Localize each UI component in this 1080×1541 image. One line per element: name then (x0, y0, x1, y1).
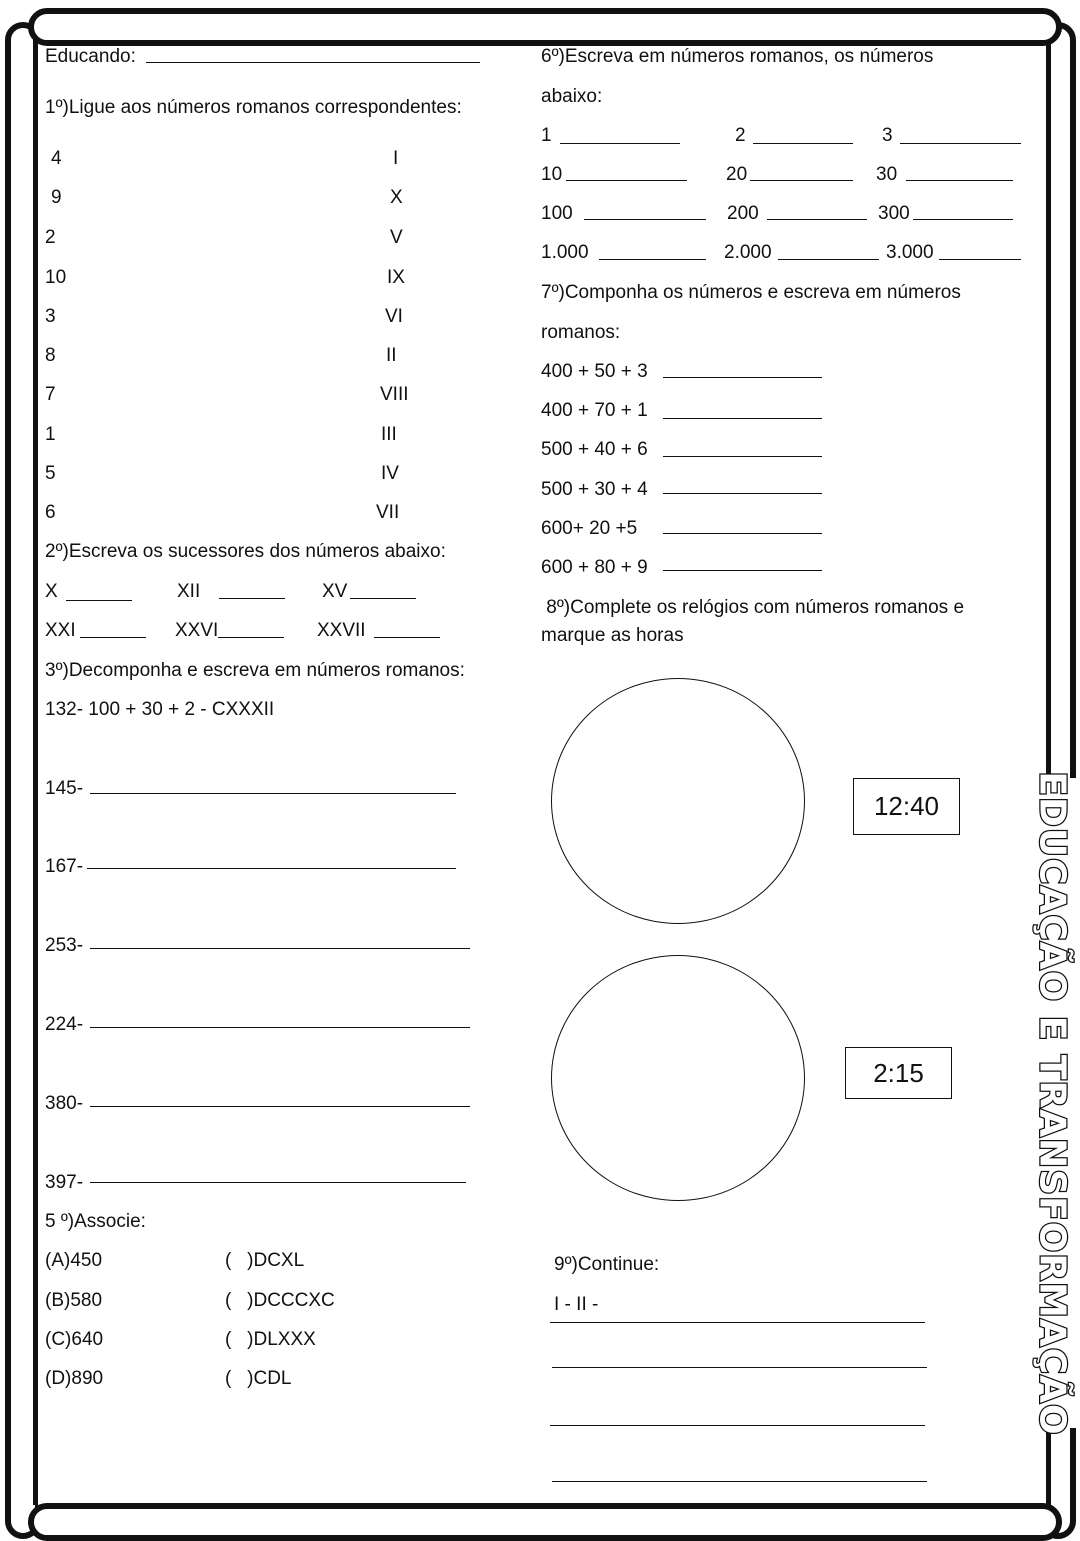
q6-answer-field[interactable] (599, 259, 706, 260)
q7-item: 600 + 80 + 9 (541, 557, 648, 578)
q3-example: 132- 100 + 30 + 2 - CXXXII (45, 699, 275, 720)
q1-number[interactable]: 2 (45, 227, 56, 248)
q9-answer-line[interactable] (550, 1425, 925, 1426)
q7-item: 400 + 70 + 1 (541, 400, 648, 421)
q1-roman[interactable]: IX (387, 267, 405, 288)
q6-item: 2.000 (724, 242, 772, 263)
q1-title: 1º)Ligue aos números romanos correspondentes: (45, 97, 462, 118)
q7-title-cont: romanos: (541, 322, 621, 343)
q5-right-item[interactable]: ( )DCCCXC (225, 1290, 335, 1311)
q6-answer-field[interactable] (750, 180, 853, 181)
q9-answer-line[interactable] (550, 1322, 925, 1323)
q3-answer-field[interactable] (90, 793, 456, 794)
q6-item: 100 (541, 203, 573, 224)
q6-item: 10 (541, 164, 563, 185)
q3-item: 145- (45, 778, 84, 799)
q1-number[interactable]: 7 (45, 384, 56, 405)
q6-item: 20 (726, 164, 748, 185)
q2-answer-field[interactable] (374, 637, 440, 638)
brand-text: EDUCAÇÃO E TRANSFORMAÇÃO (1031, 770, 1073, 1436)
q5-left-item: (B)580 (45, 1290, 103, 1311)
q9-start-sequence: I - II - (554, 1294, 599, 1315)
clock-face-2[interactable] (551, 955, 805, 1201)
q1-roman[interactable]: VII (376, 502, 400, 523)
q5-right-item[interactable]: ( )DLXXX (225, 1329, 316, 1350)
q3-answer-field[interactable] (90, 948, 470, 949)
q3-answer-field[interactable] (87, 868, 456, 869)
q6-item: 200 (727, 203, 759, 224)
q3-title: 3º)Decomponha e escreva em números romanos: (45, 660, 465, 681)
student-name-field[interactable] (146, 62, 480, 63)
q1-roman[interactable]: VI (385, 306, 403, 327)
q2-answer-field[interactable] (219, 598, 285, 599)
q1-number[interactable]: 3 (45, 306, 56, 327)
q3-item: 380- (45, 1093, 84, 1114)
q6-answer-field[interactable] (767, 219, 867, 220)
q3-item: 397- (45, 1172, 84, 1193)
q5-left-item: (D)890 (45, 1368, 104, 1389)
q1-number[interactable]: 5 (45, 463, 56, 484)
q6-item: 1.000 (541, 242, 589, 263)
q6-answer-field[interactable] (913, 219, 1013, 220)
q7-item: 500 + 40 + 6 (541, 439, 648, 460)
q6-answer-field[interactable] (560, 143, 680, 144)
q1-number[interactable]: 9 (51, 187, 62, 208)
time-label: 12:40 (873, 791, 940, 821)
q1-number[interactable]: 4 (51, 148, 62, 169)
q3-answer-field[interactable] (90, 1027, 470, 1028)
q7-answer-field[interactable] (663, 377, 822, 378)
q1-roman[interactable]: X (390, 187, 403, 208)
q6-answer-field[interactable] (778, 259, 879, 260)
q6-title: 6º)Escreva em números romanos, os números (541, 46, 934, 67)
q1-roman[interactable]: IV (381, 463, 399, 484)
q2-answer-field[interactable] (218, 637, 284, 638)
q6-item: 3 (882, 125, 893, 146)
q7-item: 400 + 50 + 3 (541, 361, 648, 382)
q7-title: 7º)Componha os números e escreva em números (541, 282, 961, 303)
q1-number[interactable]: 8 (45, 345, 56, 366)
q7-answer-field[interactable] (663, 533, 822, 534)
q9-answer-line[interactable] (552, 1367, 927, 1368)
q5-left-item: (A)450 (45, 1250, 103, 1271)
q1-roman[interactable]: II (386, 345, 397, 366)
q7-item: 600+ 20 +5 (541, 518, 638, 539)
q1-roman[interactable]: III (381, 424, 397, 445)
q3-item: 253- (45, 935, 84, 956)
frame-top-roll (28, 8, 1062, 46)
q1-roman[interactable]: V (390, 227, 403, 248)
q8-title: 8º)Complete os relógios com números romanos e (541, 597, 965, 618)
time-label: 2:15 (873, 1057, 924, 1088)
q5-right-item[interactable]: ( )CDL (225, 1368, 292, 1389)
q6-item: 300 (878, 203, 910, 224)
q6-title-cont: abaixo: (541, 86, 603, 107)
time-box-1 (853, 778, 960, 835)
q6-item: 1 (541, 125, 552, 146)
q2-answer-field[interactable] (80, 637, 146, 638)
q1-number[interactable]: 6 (45, 502, 56, 523)
q3-item: 167- (45, 856, 84, 877)
q2-item: XXVII (317, 620, 366, 641)
q3-answer-field[interactable] (90, 1182, 466, 1183)
q7-item: 500 + 30 + 4 (541, 479, 648, 500)
q3-answer-field[interactable] (90, 1106, 470, 1107)
q9-answer-line[interactable] (552, 1481, 927, 1482)
q7-answer-field[interactable] (663, 456, 822, 457)
brand-vertical-banner (1028, 770, 1076, 1436)
q8-title-cont: marque as horas (541, 625, 684, 646)
q2-item: XII (177, 581, 201, 602)
q1-roman[interactable]: I (393, 148, 399, 169)
q3-item: 224- (45, 1014, 84, 1035)
time-box-2 (845, 1047, 952, 1099)
q6-answer-field[interactable] (939, 259, 1021, 260)
frame-bottom-roll (28, 1503, 1062, 1541)
q6-answer-field[interactable] (584, 219, 706, 220)
q6-answer-field[interactable] (753, 143, 853, 144)
q2-answer-field[interactable] (350, 598, 416, 599)
q6-answer-field[interactable] (566, 180, 687, 181)
q2-item: XXVI (175, 620, 219, 641)
q5-left-item: (C)640 (45, 1329, 104, 1350)
q5-right-item[interactable]: ( )DCXL (225, 1250, 305, 1271)
student-name-label: Educando: (45, 46, 136, 67)
q7-answer-field[interactable] (663, 418, 822, 419)
q7-answer-field[interactable] (663, 570, 822, 571)
q6-answer-field[interactable] (906, 180, 1013, 181)
q2-item: XXI (45, 620, 76, 641)
q6-item: 2 (735, 125, 746, 146)
q7-answer-field[interactable] (663, 493, 822, 494)
q6-item: 3.000 (886, 242, 934, 263)
q9-title: 9º)Continue: (554, 1254, 660, 1275)
q2-item: X (45, 581, 58, 602)
q6-item: 30 (876, 164, 898, 185)
q1-roman[interactable]: VIII (380, 384, 409, 405)
q2-answer-field[interactable] (66, 600, 132, 601)
q2-item: XV (322, 581, 348, 602)
q1-number[interactable]: 10 (45, 267, 67, 288)
clock-face-1[interactable] (551, 678, 805, 924)
q2-title: 2º)Escreva os sucessores dos números abaixo: (45, 541, 446, 562)
q5-title: 5 º)Associe: (45, 1211, 146, 1232)
q6-answer-field[interactable] (900, 143, 1021, 144)
q1-number[interactable]: 1 (45, 424, 56, 445)
